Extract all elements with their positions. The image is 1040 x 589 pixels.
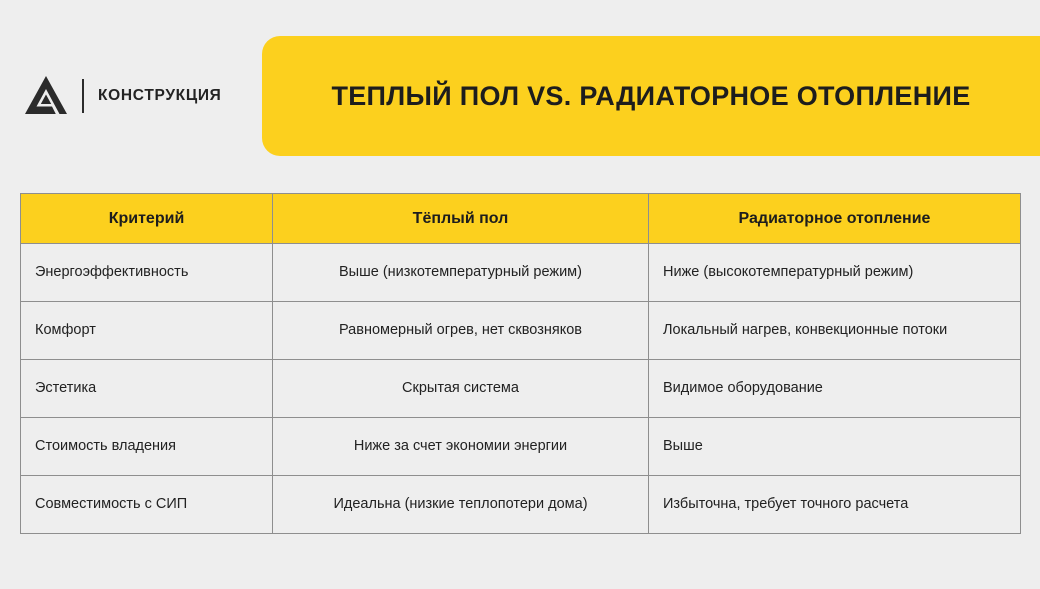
cell-criterion: Энергоэффективность — [21, 244, 273, 302]
cell-floor-heating: Равномерный огрев, нет сквозняков — [273, 302, 649, 360]
brand-name: КОНСТРУКЦИЯ — [98, 87, 222, 104]
brand-block — [0, 36, 262, 156]
table-row — [21, 418, 1021, 476]
cell-radiator-heating: Выше — [649, 418, 1021, 476]
cell-floor-heating: Идеальна (низкие теплопотери дома) — [273, 476, 649, 534]
brand-divider — [82, 79, 84, 113]
triangle-logo-icon — [24, 75, 68, 117]
cell-criterion: Комфорт — [21, 302, 273, 360]
column-header-radiator-heating: Радиаторное отопление — [649, 194, 1021, 244]
cell-criterion: Стоимость владения — [21, 418, 273, 476]
page-title: ТЕПЛЫЙ ПОЛ VS. РАДИАТОРНОЕ ОТОПЛЕНИЕ — [331, 80, 971, 111]
cell-radiator-heating: Видимое оборудование — [649, 360, 1021, 418]
cell-criterion: Эстетика — [21, 360, 273, 418]
cell-floor-heating: Выше (низкотемпературный режим) — [273, 244, 649, 302]
table-row — [21, 476, 1021, 534]
cell-floor-heating: Ниже за счет экономии энергии — [273, 418, 649, 476]
column-header-criterion: Критерий — [21, 194, 273, 244]
table-row — [21, 302, 1021, 360]
cell-radiator-heating: Локальный нагрев, конвекционные потоки — [649, 302, 1021, 360]
table-row — [21, 360, 1021, 418]
title-banner — [262, 36, 1040, 156]
cell-radiator-heating: Избыточна, требует точного расчета — [649, 476, 1021, 534]
cell-floor-heating: Скрытая система — [273, 360, 649, 418]
cell-radiator-heating: Ниже (высокотемпературный режим) — [649, 244, 1021, 302]
comparison-table-wrapper — [20, 193, 1020, 534]
table-header-row — [21, 194, 1021, 244]
comparison-table — [20, 193, 1021, 534]
cell-criterion: Совместимость с СИП — [21, 476, 273, 534]
table-row — [21, 244, 1021, 302]
column-header-floor-heating: Тёплый пол — [273, 194, 649, 244]
page-header — [0, 36, 1040, 156]
table-head — [21, 194, 1021, 244]
table-body — [21, 244, 1021, 534]
